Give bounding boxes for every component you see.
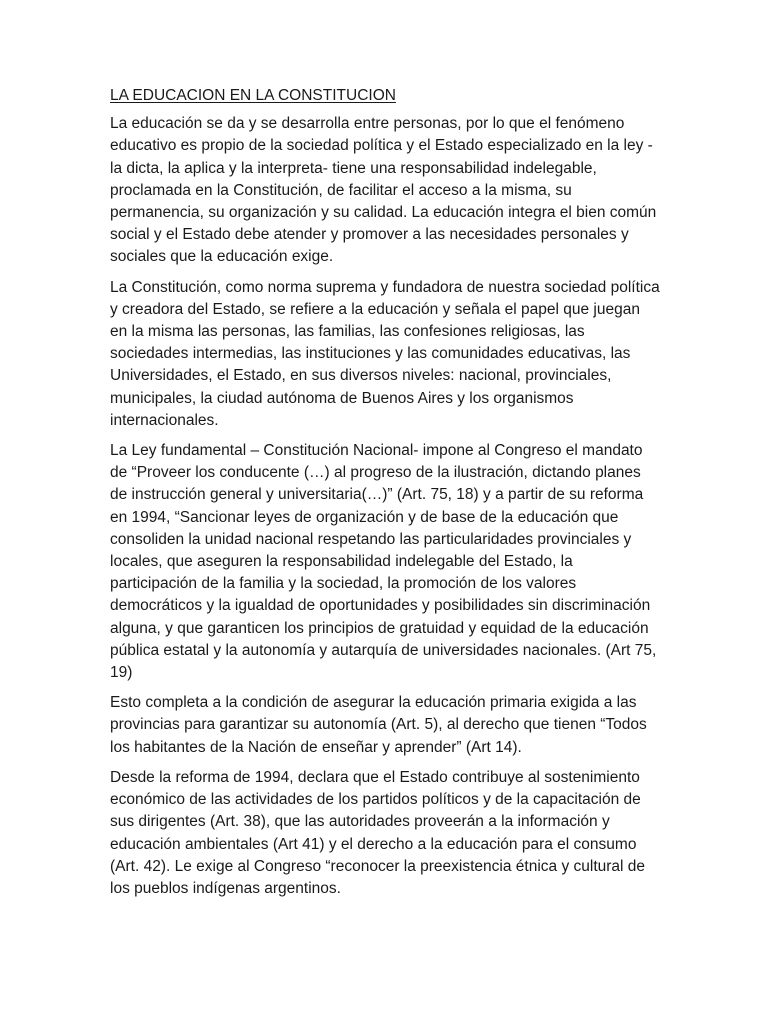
document-title: LA EDUCACION EN LA CONSTITUCION (110, 87, 396, 104)
paragraph-5: Desde la reforma de 1994, declara que el Estado contribuye al sostenimiento económico de las actividades de los partidos políticos y de la capacitación de sus dirigentes (Art. 38), que las autoridades proveerán a la información y educación ambientales (Art 41) y el derecho a la educación para el consumo (Art. 42). Le exige al Congreso “reconocer la preexistencia étnica y cultural de los pueblos indígenas argentinos. (110, 768, 646, 897)
paragraph-4: Esto completa a la condición de asegurar la educación primaria exigida a las provincias para garantizar su autonomía (Art. 5), al derecho que tienen “Todos los habitantes de la Nación de enseñar y aprender” (Art 14). (110, 694, 647, 756)
document-page (110, 85, 660, 908)
paragraph-3: La Ley fundamental – Constitución Nacional- impone al Congreso el mandato de “Proveer los conducente (…) al progreso de la ilustración, dictando planes de instrucción general y universitaria(…)” (Art. 75, 18) y a partir de su reforma en 1994, “Sancionar leyes de organización y de base de la educación que consoliden la unidad nacional respetando las particularidades provinciales y locales, que aseguren la responsabilidad indelegable del Estado, la participación de la familia y la sociedad, la promoción de los valores democráticos y la igualdad de oportunidades y posibilidades sin discriminación alguna, y que garanticen los principios de gratuidad y equidad de la educación pública estatal y la autonomía y autarquía de universidades nacionales. (Art 75, 19) (110, 442, 657, 682)
paragraph-2: La Constitución, como norma suprema y fundadora de nuestra sociedad política y creadora del Estado, se refiere a la educación y señala el papel que juegan en la misma las personas, las familias, las confesiones religiosas, las sociedades intermedias, las instituciones y las comunidades educativas, las Universidades, el Estado, en sus diversos niveles: nacional, provinciales, municipales, la ciudad autónoma de Buenos Aires y los organismos internacionales. (110, 278, 660, 429)
paragraph-1: La educación se da y se desarrolla entre personas, por lo que el fenómeno educativo es propio de la sociedad política y el Estado especializado en la ley -la dicta, la aplica y la interpreta- tiene una responsabilidad indelegable, proclamada en la Constitución, de facilitar el acceso a la misma, su permanencia, su organización y su calidad. La educación integra el bien común social y el Estado debe atender y promover a las necesidades personales y sociales que la educación exige. (110, 115, 657, 266)
